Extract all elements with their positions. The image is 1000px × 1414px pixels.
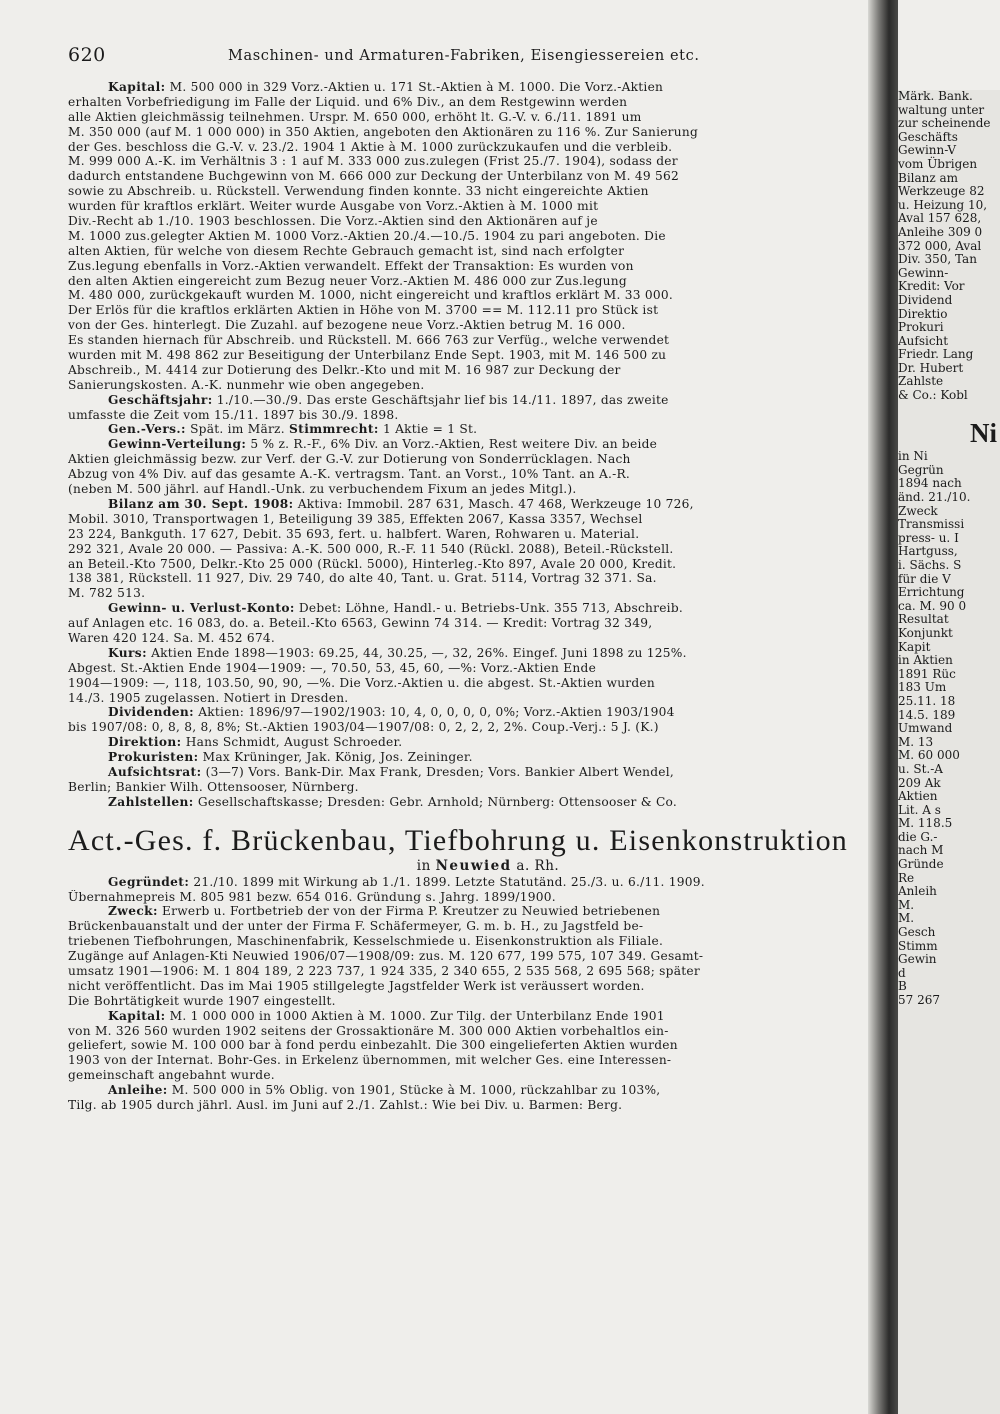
anleihe-paragraph [68, 1083, 868, 1113]
facing-page-line: Anleih [898, 884, 937, 899]
facing-page-line: Konjunkt [898, 625, 953, 640]
text-line: Gewinn-Verteilung: 5 % z. R.-F., 6% Div. an Vorz.-Aktien, Rest weitere Div. an beide [108, 437, 658, 452]
facing-page-line: zur scheinende [898, 116, 991, 131]
text-line: Die Bohrtätigkeit wurde 1907 eingestellt. [68, 993, 336, 1008]
stimmrecht-label: Stimmrecht: [288, 422, 379, 437]
kapital2-paragraph [68, 1009, 868, 1083]
facing-page-line: M. 60 000 [898, 748, 960, 763]
gewinnvert-label: Gewinn-Verteilung: [108, 437, 247, 452]
text-line: Zus.legung ebenfalls in Vorz.-Aktien verwandelt. Effekt der Transaktion: Es wurden von [68, 258, 634, 273]
page-number: 620 [68, 44, 106, 66]
text-line: Der Erlös für die kraftlos erklärten Aktien in Höhe von M. 3700 == M. 112.11 pro Stück ist [68, 303, 659, 318]
bilanz-label: Bilanz am 30. Sept. 1908: [108, 496, 294, 511]
facing-page-line: Hartguss, [898, 544, 958, 559]
facing-page-line: Kapit [898, 639, 931, 654]
text-line: Sanierungskosten. A.-K. nunmehr wie oben angegeben. [68, 377, 425, 392]
facing-page-line: Umwand [898, 721, 953, 736]
facing-page-line: Gewinn- [898, 265, 949, 280]
facing-page-line: waltung unter [898, 102, 985, 117]
text-line: wurden mit M. 498 862 zur Beseitigung der Unterbilanz Ende Sept. 1903, mit M. 146 500 zu [68, 348, 667, 363]
gegruendet-paragraph [68, 875, 868, 905]
main-column [68, 40, 868, 1113]
guv-label: Gewinn- u. Verlust-Konto: [108, 601, 295, 616]
gewinnvert-paragraph [68, 437, 868, 497]
facing-page-line: i. Sächs. S [898, 558, 962, 572]
text-line: 292 321, Avale 20 000. — Passiva: A.-K. 500 000, R.-F. 11 540 (Rückl. 2088), Beteil.-Rückstell. [68, 541, 674, 556]
facing-page-line: Geschäfts [898, 129, 958, 144]
text-line: Zugänge auf Anlagen-Kti Neuwied 1906/07—1908/09: zus. M. 120 677, 199 575, 107 349. Gesamt- [68, 949, 704, 964]
facing-page-line: Gewinn-V [898, 143, 957, 158]
prokuristen-label: Prokuristen: [108, 750, 199, 765]
kapital-label: Kapital: [108, 80, 166, 94]
facing-page-fragment [898, 90, 1000, 1414]
facing-page-line: Direktio [898, 306, 948, 321]
kapital-paragraph [68, 80, 868, 393]
text-line: Abgest. St.-Aktien Ende 1904—1909: —, 70.50, 53, 45, 60, —%: Vorz.-Aktien Ende [68, 660, 597, 675]
text-line: Dividenden: Aktien: 1896/97—1902/1903: 10, 4, 0, 0, 0, 0, 0%; Vorz.-Aktien 1903/1904 [108, 705, 675, 720]
text-line: Abschreib., M. 4414 zur Dotierung des Delkr.-Kto und mit M. 16 987 zur Deckung der [68, 362, 621, 377]
running-header-title: Maschinen- und Armaturen-Fabriken, Eisengiessereien etc. [228, 48, 700, 64]
facing-page-line: Kredit: Vor [898, 279, 965, 294]
facing-page-line [898, 403, 1000, 417]
aufsichtsrat-label: Aufsichtsrat: [108, 764, 202, 779]
text-line: Mobil. 3010, Transportwagen 1, Beteiligung 39 385, Effekten 2067, Kassa 3357, Wechsel [68, 511, 643, 526]
text-line: Übernahmepreis M. 805 981 bezw. 654 016. Gründung s. Jahrg. 1899/1900. [68, 889, 556, 904]
facing-page-line: für die V [898, 571, 951, 586]
dividenden-paragraph [68, 705, 868, 735]
text-line: Gegründet: 21./10. 1899 mit Wirkung ab 1./1. 1899. Letzte Statutänd. 25./3. u. 6./11. 1909. [108, 874, 705, 889]
zahlstellen-line: Zahlstellen: Gesellschaftskasse; Dresden: Gebr. Arnhold; Nürnberg: Ottensooser & Co. [108, 794, 678, 809]
text-line: 23 224, Bankguth. 17 627, Debit. 35 693, fert. u. halbfert. Waren, Rohwaren u. Material. [68, 526, 640, 541]
text-line: (neben M. 500 jährl. auf Handl.-Unk. zu verbuchendem Fixum an jedes Mitgl.). [68, 482, 577, 497]
facing-page-line: 25.11. 18 [898, 693, 956, 708]
text-line: gemeinschaft angebahnt wurde. [68, 1068, 275, 1083]
facing-page-line: Dividend [898, 292, 953, 307]
facing-page-line: 209 Ak [898, 775, 941, 790]
facing-page-line: M. 13 [898, 734, 934, 749]
facing-page-line: 57 267 [898, 993, 940, 1007]
zweck-label: Zweck: [108, 904, 158, 919]
facing-page-line: nach M [898, 843, 944, 858]
facing-page-line: B [898, 979, 907, 994]
text-line: der Ges. beschloss die G.-V. v. 23./2. 1904 1 Aktie à M. 1000 zurückzukaufen und die verbleib. [68, 139, 673, 154]
text-line: Tilg. ab 1905 durch jährl. Ausl. im Juni auf 2./1. Zahlst.: Wie bei Div. u. Barmen: Berg. [68, 1098, 623, 1112]
text-line: 1904—1909: —, 118, 103.50, 90, 90, —%. Die Vorz.-Aktien u. die abgest. St.-Aktien wurden [68, 675, 655, 690]
genvers-paragraph [68, 422, 868, 437]
company-title: Act.-Ges. f. Brückenbau, Tiefbohrung u. Eisenkonstruktion [68, 823, 848, 857]
zweck-paragraph [68, 904, 868, 1008]
text-line: 14./3. 1905 zugelassen. Notiert in Dresden. [68, 690, 349, 705]
text-line: Geschäftsjahr: 1./10.—30./9. Das erste Geschäftsjahr lief bis 14./11. 1897, das zweite [108, 392, 669, 407]
text-line: alten Aktien, für welche von diesem Rechte Gebrauch gemacht ist, sind nach erfolgter [68, 243, 625, 258]
text-line: M. 999 000 A.-K. im Verhältnis 3 : 1 auf M. 333 000 zus.zulegen (Frist 25./7. 1904), sodass der [68, 154, 678, 169]
facing-page-line: in Aktien [898, 653, 953, 668]
guv-paragraph [68, 601, 868, 646]
text-line: alle Aktien gleichmässig teilnehmen. Urspr. M. 650 000, erhöht lt. G.-V. v. 6./11. 1891 um [68, 109, 642, 124]
text-line: von der Ges. hinterlegt. Die Zuzahl. auf bezogene neue Vorz.-Aktien betrug M. 16 000. [68, 318, 626, 333]
geschaeftsjahr-label: Geschäftsjahr: [108, 392, 213, 407]
anleihe-label: Anleihe: [108, 1083, 168, 1098]
facing-page-line: M. [898, 897, 915, 912]
facing-page-line: Errichtung [898, 585, 965, 600]
text-line: umfasste die Zeit vom 15./11. 1897 bis 30./9. 1898. [68, 407, 399, 422]
facing-page-line: Re [898, 870, 915, 885]
bilanz-paragraph [68, 497, 868, 601]
facing-page-line: Gesch [898, 925, 936, 940]
text-line: Gewinn- u. Verlust-Konto: Debet: Löhne, Handl.- u. Betriebs-Unk. 355 713, Abschreib. [108, 601, 684, 616]
facing-page-line: M. [898, 911, 915, 926]
facing-page-line: Ni [970, 418, 997, 449]
text-line: sowie zu Abschreib. u. Rückstell. Verwendung finden konnte. 33 nicht eingereichte Aktien [68, 184, 649, 199]
text-line: von M. 326 560 wurden 1902 seitens der Grossaktionäre M. 300 000 Aktien vorbehaltlos ein- [68, 1023, 669, 1038]
text-line: Brückenbauanstalt und der unter der Firma F. Schäfermeyer, G. m. b. H., zu Jagstfeld be- [68, 919, 644, 934]
aufsichtsrat-paragraph [68, 765, 868, 795]
text-line: wurden für kraftlos erklärt. Weiter wurde Ausgabe von Vorz.-Aktien à M. 1000 mit [68, 199, 599, 214]
facing-page-line: press- u. I [898, 530, 959, 545]
text-line: 138 381, Rückstell. 11 927, Div. 29 740, do alte 40, Tant. u. Grat. 5114, Vortrag 32 371. Sa. [68, 571, 657, 586]
text-line: Es standen hiernach für Abschreib. und Rückstell. M. 666 763 zur Verfüg., welche verwendet [68, 333, 670, 348]
facing-page-line: Transmissi [898, 517, 965, 532]
running-header [68, 40, 868, 80]
facing-page-line: vom Übrigen [898, 156, 978, 171]
dividenden-label: Dividenden: [108, 705, 195, 720]
text-line: an Beteil.-Kto 7500, Delkr.-Kto 25 000 (Rückl. 5000), Hinterleg.-Kto 897, Avale 20 000, Kredit. [68, 556, 677, 571]
facing-page-line: Friedr. Lang [898, 347, 974, 362]
facing-page-line: u. St.-A [898, 761, 943, 776]
text-line: den alten Aktien eingereicht zum Bezug neuer Vorz.-Aktien M. 486 000 zur Zus.legung [68, 273, 627, 288]
text-line: Anleihe: M. 500 000 in 5% Oblig. von 1901, Stücke à M. 1000, rückzahlbar zu 103%, [108, 1083, 661, 1098]
zahlstellen-label: Zahlstellen: [108, 794, 194, 809]
facing-page-line: ca. M. 90 0 [898, 598, 967, 613]
facing-page-line: 1891 Rüc [898, 666, 956, 681]
facing-page-line: die G.- [898, 829, 938, 844]
text-line: erhalten Vorbefriedigung im Falle der Liquid. und 6% Div., an dem Restgewinn werden [68, 94, 628, 109]
facing-page-line: änd. 21./10. [898, 490, 971, 505]
facing-page-line: Resultat [898, 612, 949, 627]
kurs-label: Kurs: [108, 645, 147, 660]
direktion-label: Direktion: [108, 735, 182, 750]
facing-page-line: Div. 350, Tan [898, 252, 977, 267]
text-line: M. 782 513. [68, 586, 146, 601]
facing-page-line: Aval 157 628, [898, 211, 982, 226]
text-line: M. 1000 zus.gelegter Aktien M. 1000 Vorz.-Aktien 20./4.—10./5. 1904 zu pari angeboten. Die [68, 228, 666, 243]
text-line: 1903 von der Internat. Bohr-Ges. in Erkelenz übernommen, mit welcher Ges. eine Interessen- [68, 1053, 672, 1068]
facing-page-line: 1894 nach [898, 476, 962, 491]
facing-page-line: Gewin [898, 952, 937, 967]
text-line: M. 350 000 (auf M. 1 000 000) in 350 Aktien, angeboten den Aktionären zu 116 %. Zur Sanierung [68, 124, 699, 139]
text-line: Abzug von 4% Div. auf das gesamte A.-K. vertragsm. Tant. an Vorst., 10% Tant. an A.-R. [68, 467, 631, 482]
text-line: geliefert, sowie M. 100 000 bar à fond perdu einbezahlt. Die 300 eingelieferten Aktien wurden [68, 1038, 678, 1053]
kapital2-label: Kapital: [108, 1008, 166, 1023]
facing-page-line: Aufsicht [898, 333, 949, 348]
facing-page-line: Bilanz am [898, 170, 959, 185]
facing-page-line: Gründe [898, 857, 944, 872]
prokuristen-line: Prokuristen: Max Krüninger, Jak. König, Jos. Zeininger. [108, 750, 473, 765]
book-gutter [868, 0, 898, 1414]
text-line: M. 480 000, zurückgekauft wurden M. 1000, nicht eingereicht und kraftlos erklärt M. 33 000. [68, 288, 674, 303]
facing-page-line: u. Heizung 10, [898, 197, 988, 212]
text-line: Bilanz am 30. Sept. 1908: Aktiva: Immobil. 287 631, Masch. 47 468, Werkzeuge 10 726, [108, 496, 694, 511]
facing-page-line: Werkzeuge 82 [898, 184, 985, 199]
geschaeftsjahr-paragraph [68, 393, 868, 423]
facing-page-line: Stimm [898, 938, 938, 953]
text-line: Kurs: Aktien Ende 1898—1903: 69.25, 44, 30.25, —, 32, 26%. Eingef. Juni 1898 zu 125%. [108, 645, 687, 660]
text-line: triebenen Tiefbohrungen, Maschinenfabrik, Kesselschmiede u. Eisenkonstruktion als Filiale. [68, 934, 664, 949]
facing-page-line: & Co.: Kobl [898, 388, 968, 403]
text-line: dadurch entstandene Buchgewinn von M. 666 000 zur Deckung der Unterbilanz von M. 49 562 [68, 169, 679, 184]
facing-page-line: Aktien [898, 789, 938, 804]
text-line: Aktien gleichmässig bezw. zur Verf. der G.-V. zur Dotierung von Sonderrücklagen. Nach [68, 452, 631, 467]
text-line: Div.-Recht ab 1./10. 1903 beschlossen. Die Vorz.-Aktien sind den Aktionären auf je [68, 214, 598, 229]
text-line: Aufsichtsrat: (3—7) Vors. Bank-Dir. Max Frank, Dresden; Vors. Bankier Albert Wendel, [108, 764, 675, 779]
text-line: Waren 420 124. Sa. M. 452 674. [68, 630, 276, 645]
text-line: auf Anlagen etc. 16 083, do. a. Beteil.-Kto 6563, Gewinn 74 314. — Kredit: Vortrag 32 349, [68, 616, 653, 631]
facing-page-line: M. 118.5 [898, 816, 953, 831]
genvers-label: Gen.-Vers.: [108, 422, 186, 437]
facing-page-line: 14.5. 189 [898, 707, 956, 722]
text-line: umsatz 1901—1906: M. 1 804 189, 2 223 737, 1 924 335, 2 340 655, 2 535 568, 2 695 568; später [68, 963, 700, 978]
facing-page-line: Prokuri [898, 320, 944, 335]
text-line: Zweck: Erwerb u. Fortbetrieb der von der Firma P. Kreutzer zu Neuwied betriebenen [108, 904, 661, 919]
gegruendet-label: Gegründet: [108, 874, 190, 889]
direktion-line: Direktion: Hans Schmidt, August Schroeder. [108, 735, 403, 750]
facing-page-line: Anleihe 309 0 [898, 224, 983, 239]
facing-page-line: Zweck [898, 503, 938, 518]
kurs-paragraph [68, 646, 868, 706]
text-line: bis 1907/08: 0, 8, 8, 8, 8%; St.-Aktien 1903/04—1907/08: 0, 2, 2, 2, 2%. Coup.-Verj.: 5 J. (K.) [68, 720, 659, 735]
facing-page-line: Dr. Hubert [898, 360, 964, 375]
text-line: Gen.-Vers.: Spät. im März. Stimmrecht: 1 Aktie = 1 St. [108, 422, 478, 437]
facing-page-line: 183 Um [898, 680, 947, 695]
facing-page-line: 372 000, Aval [898, 238, 982, 253]
facing-page-line: Lit. A s [898, 802, 941, 817]
text-line: Kapital: M. 1 000 000 in 1000 Aktien à M. 1000. Zur Tilg. der Unterbilanz Ende 1901 [108, 1008, 665, 1023]
company-location: in Neuwied a. Rh. [416, 857, 560, 874]
text-line: nicht veröffentlicht. Das im Mai 1905 stillgelegte Jagstfelder Werk ist veräussert worden. [68, 978, 645, 993]
text-line: Kapital: M. 500 000 in 329 Vorz.-Aktien u. 171 St.-Aktien à M. 1000. Die Vorz.-Aktien [108, 80, 664, 94]
facing-page-line: d [898, 965, 906, 980]
facing-page-line: Zahlste [898, 374, 944, 389]
company-city: Neuwied [435, 857, 512, 874]
facing-page-line: in Ni [898, 449, 928, 464]
text-line: Berlin; Bankier Wilh. Ottensooser, Nürnberg. [68, 779, 359, 794]
facing-page-line: Märk. Bank. [898, 90, 973, 103]
facing-page-line: Gegrün [898, 462, 944, 477]
